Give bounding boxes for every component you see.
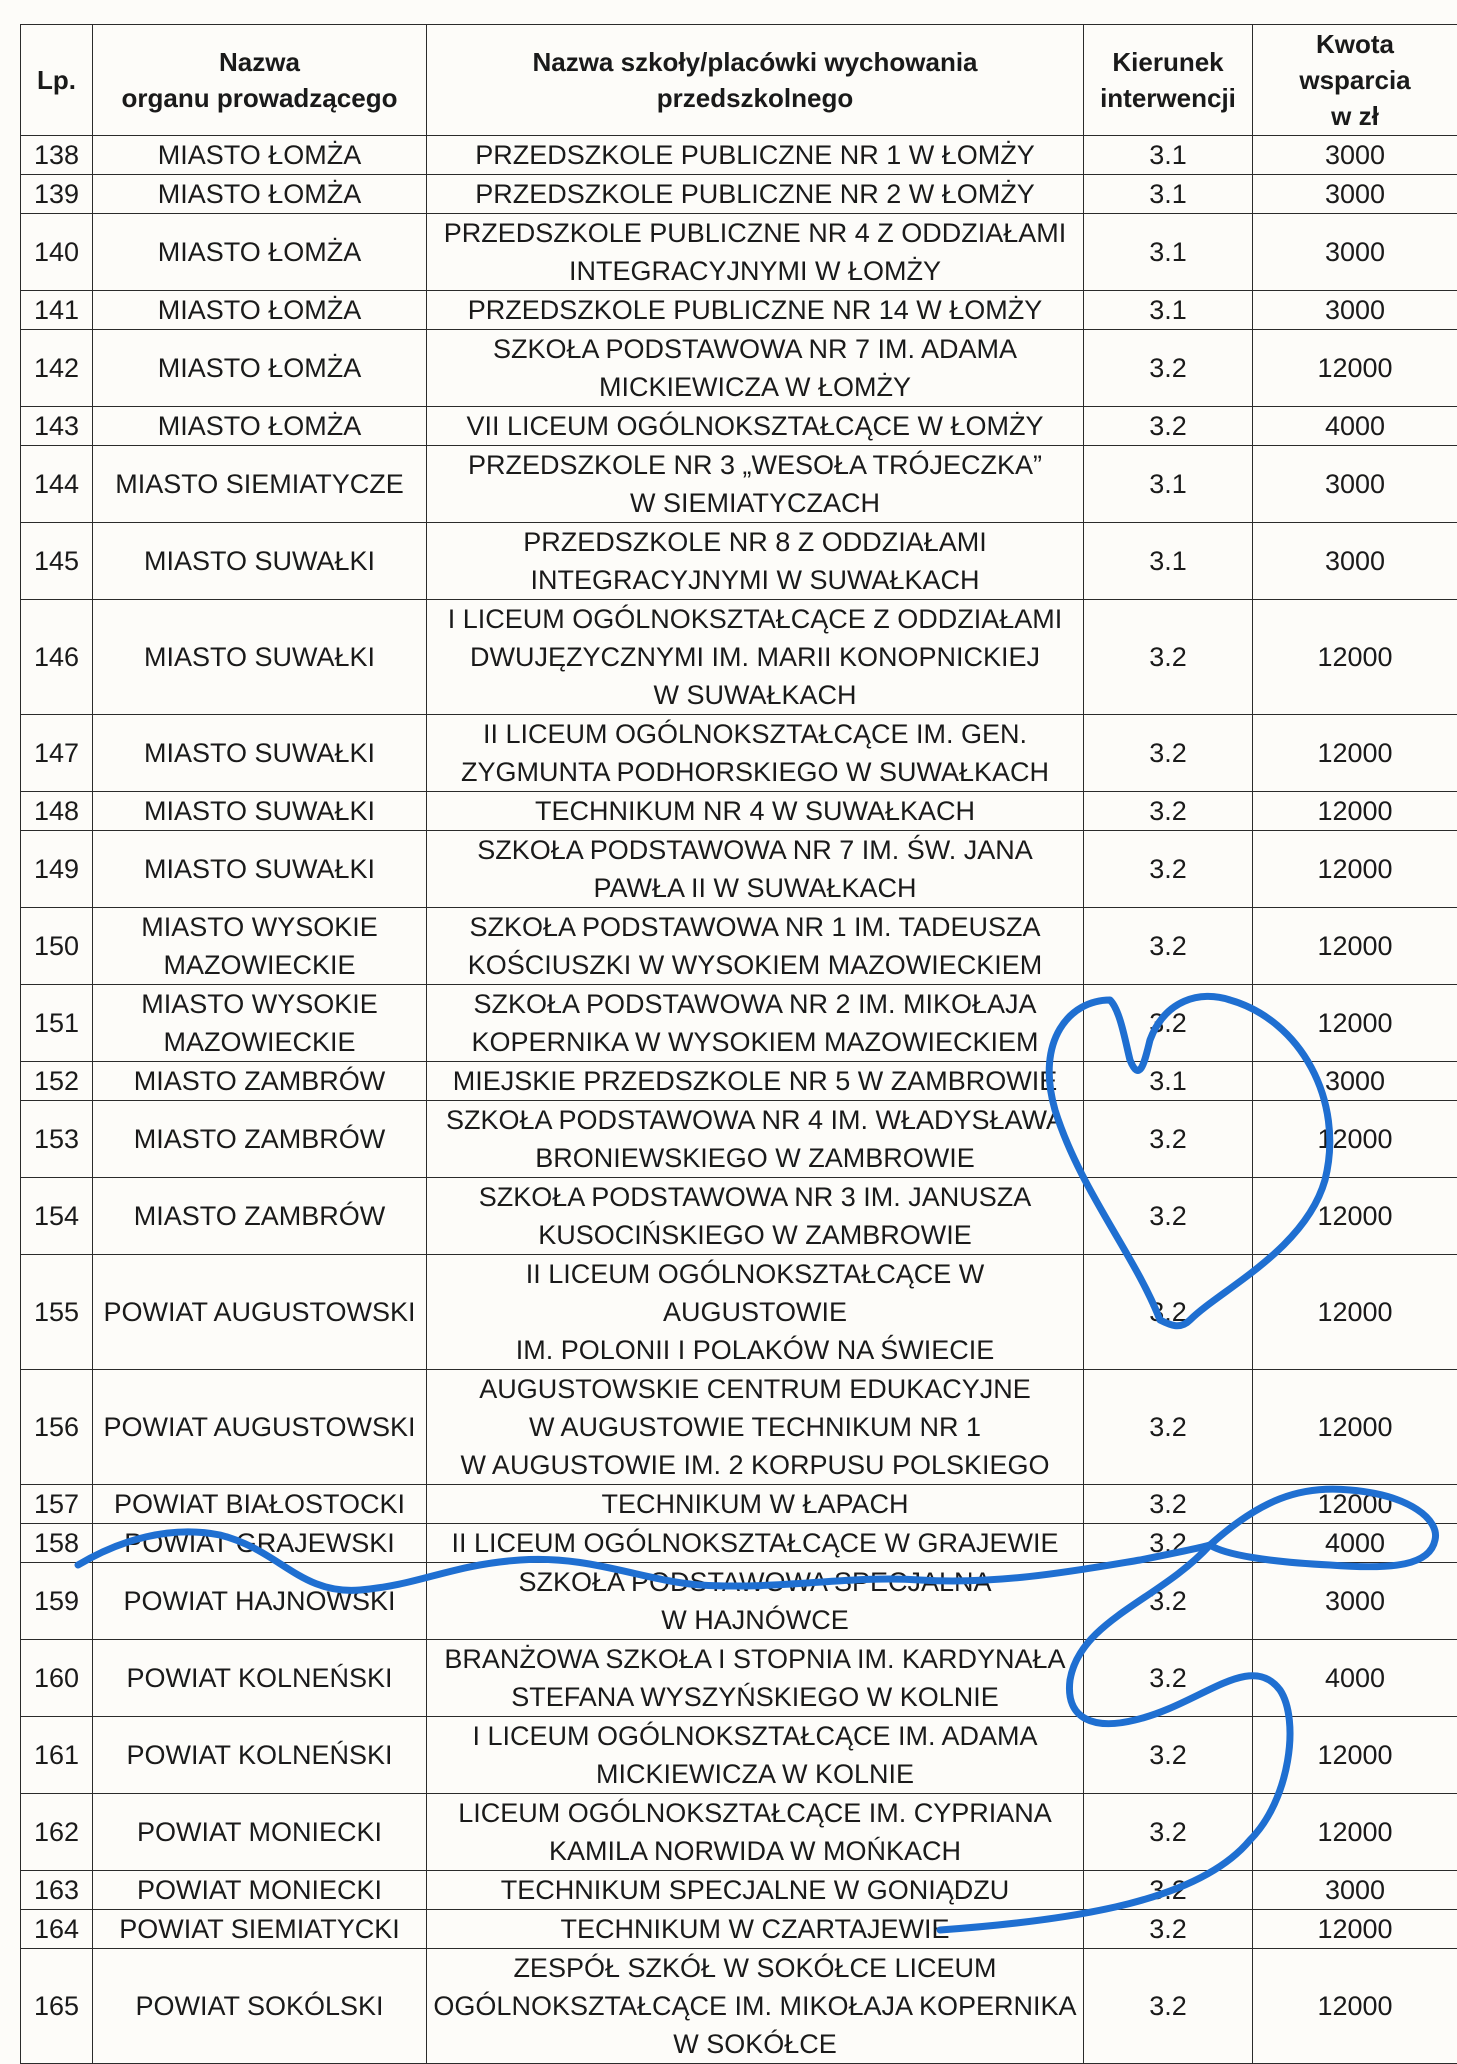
cell-organ: MIASTO SUWAŁKI [93, 715, 427, 792]
cell-school: II LICEUM OGÓLNOKSZTAŁCĄCE W AUGUSTOWIE IM. POLONII I POLAKÓW NA ŚWIECIE [427, 1255, 1084, 1370]
cell-lp: 150 [21, 908, 93, 985]
cell-school: SZKOŁA PODSTAWOWA NR 4 IM. WŁADYSŁAWA BRONIEWSKIEGO W ZAMBROWIE [427, 1101, 1084, 1178]
cell-amount: 12000 [1253, 600, 1457, 715]
cell-school: PRZEDSZKOLE PUBLICZNE NR 2 W ŁOMŻY [427, 175, 1084, 214]
table-row [21, 291, 1457, 330]
cell-school: TECHNIKUM NR 4 W SUWAŁKACH [427, 792, 1084, 831]
table-row [21, 1949, 1457, 2064]
cell-direction: 3.1 [1084, 214, 1253, 291]
cell-lp: 145 [21, 523, 93, 600]
table-row [21, 1485, 1457, 1524]
cell-school: MIEJSKIE PRZEDSZKOLE NR 5 W ZAMBROWIE [427, 1062, 1084, 1101]
cell-school: VII LICEUM OGÓLNOKSZTAŁCĄCE W ŁOMŻY [427, 407, 1084, 446]
cell-amount: 3000 [1253, 446, 1457, 523]
cell-organ: POWIAT BIAŁOSTOCKI [93, 1485, 427, 1524]
cell-amount: 12000 [1253, 1101, 1457, 1178]
cell-lp: 165 [21, 1949, 93, 2064]
table-row [21, 792, 1457, 831]
table-row [21, 985, 1457, 1062]
cell-lp: 157 [21, 1485, 93, 1524]
cell-organ: MIASTO SIEMIATYCZE [93, 446, 427, 523]
cell-school: SZKOŁA PODSTAWOWA NR 2 IM. MIKOŁAJA KOPERNIKA W WYSOKIEM MAZOWIECKIEM [427, 985, 1084, 1062]
cell-amount: 12000 [1253, 1370, 1457, 1485]
cell-school: PRZEDSZKOLE PUBLICZNE NR 4 Z ODDZIAŁAMI INTEGRACYJNYMI W ŁOMŻY [427, 214, 1084, 291]
cell-organ: POWIAT GRAJEWSKI [93, 1524, 427, 1563]
cell-organ: MIASTO ŁOMŻA [93, 214, 427, 291]
table-row [21, 908, 1457, 985]
cell-direction: 3.2 [1084, 1485, 1253, 1524]
table-row [21, 523, 1457, 600]
table-row [21, 1255, 1457, 1370]
cell-school: II LICEUM OGÓLNOKSZTAŁCĄCE IM. GEN. ZYGMUNTA PODHORSKIEGO W SUWAŁKACH [427, 715, 1084, 792]
header-direction: Kierunek interwencji [1084, 25, 1253, 136]
cell-amount: 3000 [1253, 175, 1457, 214]
funding-table-page [20, 24, 1457, 2064]
table-header-row [21, 25, 1457, 136]
cell-lp: 156 [21, 1370, 93, 1485]
cell-lp: 143 [21, 407, 93, 446]
cell-school: TECHNIKUM W ŁAPACH [427, 1485, 1084, 1524]
cell-direction: 3.2 [1084, 407, 1253, 446]
cell-amount: 4000 [1253, 407, 1457, 446]
cell-direction: 3.2 [1084, 1524, 1253, 1563]
cell-direction: 3.1 [1084, 291, 1253, 330]
cell-direction: 3.2 [1084, 1178, 1253, 1255]
cell-direction: 3.2 [1084, 600, 1253, 715]
cell-amount: 3000 [1253, 136, 1457, 175]
cell-amount: 12000 [1253, 908, 1457, 985]
cell-organ: MIASTO SUWAŁKI [93, 831, 427, 908]
cell-school: SZKOŁA PODSTAWOWA NR 1 IM. TADEUSZA KOŚCIUSZKI W WYSOKIEM MAZOWIECKIEM [427, 908, 1084, 985]
cell-organ: POWIAT HAJNOWSKI [93, 1563, 427, 1640]
cell-school: SZKOŁA PODSTAWOWA NR 7 IM. ADAMA MICKIEWICZA W ŁOMŻY [427, 330, 1084, 407]
cell-organ: MIASTO SUWAŁKI [93, 792, 427, 831]
cell-lp: 140 [21, 214, 93, 291]
cell-school: SZKOŁA PODSTAWOWA SPECJALNA W HAJNÓWCE [427, 1563, 1084, 1640]
cell-organ: MIASTO ŁOMŻA [93, 330, 427, 407]
cell-organ: MIASTO ŁOMŻA [93, 407, 427, 446]
cell-lp: 155 [21, 1255, 93, 1370]
cell-lp: 138 [21, 136, 93, 175]
cell-amount: 3000 [1253, 291, 1457, 330]
cell-direction: 3.1 [1084, 175, 1253, 214]
table-row [21, 1910, 1457, 1949]
table-row [21, 330, 1457, 407]
cell-amount: 3000 [1253, 523, 1457, 600]
cell-lp: 141 [21, 291, 93, 330]
table-row [21, 1717, 1457, 1794]
table-row [21, 407, 1457, 446]
cell-school: TECHNIKUM W CZARTAJEWIE [427, 1910, 1084, 1949]
cell-direction: 3.1 [1084, 523, 1253, 600]
funding-table [20, 24, 1457, 2064]
table-row [21, 1871, 1457, 1910]
cell-school: BRANŻOWA SZKOŁA I STOPNIA IM. KARDYNAŁA STEFANA WYSZYŃSKIEGO W KOLNIE [427, 1640, 1084, 1717]
cell-amount: 12000 [1253, 1794, 1457, 1871]
cell-direction: 3.1 [1084, 446, 1253, 523]
cell-organ: POWIAT AUGUSTOWSKI [93, 1255, 427, 1370]
cell-lp: 147 [21, 715, 93, 792]
cell-amount: 12000 [1253, 1910, 1457, 1949]
cell-amount: 3000 [1253, 1062, 1457, 1101]
table-row [21, 1062, 1457, 1101]
cell-organ: MIASTO WYSOKIE MAZOWIECKIE [93, 985, 427, 1062]
table-row [21, 1178, 1457, 1255]
cell-school: II LICEUM OGÓLNOKSZTAŁCĄCE W GRAJEWIE [427, 1524, 1084, 1563]
cell-organ: POWIAT AUGUSTOWSKI [93, 1370, 427, 1485]
cell-direction: 3.2 [1084, 1717, 1253, 1794]
cell-amount: 12000 [1253, 1485, 1457, 1524]
table-row [21, 1563, 1457, 1640]
cell-direction: 3.2 [1084, 1101, 1253, 1178]
cell-organ: POWIAT KOLNEŃSKI [93, 1717, 427, 1794]
cell-direction: 3.2 [1084, 1563, 1253, 1640]
cell-organ: MIASTO ŁOMŻA [93, 175, 427, 214]
cell-amount: 12000 [1253, 985, 1457, 1062]
table-row [21, 600, 1457, 715]
cell-direction: 3.1 [1084, 1062, 1253, 1101]
cell-direction: 3.2 [1084, 1640, 1253, 1717]
cell-organ: MIASTO ZAMBRÓW [93, 1178, 427, 1255]
cell-school: I LICEUM OGÓLNOKSZTAŁCĄCE Z ODDZIAŁAMI DWUJĘZYCZNYMI IM. MARII KONOPNICKIEJ W SUWAŁKACH [427, 600, 1084, 715]
cell-lp: 158 [21, 1524, 93, 1563]
cell-school: LICEUM OGÓLNOKSZTAŁCĄCE IM. CYPRIANA KAMILA NORWIDA W MOŃKACH [427, 1794, 1084, 1871]
cell-direction: 3.2 [1084, 1794, 1253, 1871]
cell-school: PRZEDSZKOLE NR 8 Z ODDZIAŁAMI INTEGRACYJNYMI W SUWAŁKACH [427, 523, 1084, 600]
table-row [21, 1524, 1457, 1563]
cell-direction: 3.2 [1084, 1949, 1253, 2064]
cell-school: ZESPÓŁ SZKÓŁ W SOKÓŁCE LICEUM OGÓLNOKSZTAŁCĄCE IM. MIKOŁAJA KOPERNIKA W SOKÓŁCE [427, 1949, 1084, 2064]
header-amount: Kwota wsparcia w zł [1253, 25, 1457, 136]
cell-organ: POWIAT MONIECKI [93, 1794, 427, 1871]
cell-amount: 12000 [1253, 330, 1457, 407]
cell-organ: MIASTO ZAMBRÓW [93, 1062, 427, 1101]
cell-lp: 151 [21, 985, 93, 1062]
cell-direction: 3.2 [1084, 831, 1253, 908]
table-row [21, 446, 1457, 523]
header-lp: Lp. [21, 25, 93, 136]
table-row [21, 715, 1457, 792]
cell-amount: 4000 [1253, 1640, 1457, 1717]
cell-direction: 3.2 [1084, 792, 1253, 831]
cell-direction: 3.2 [1084, 1255, 1253, 1370]
cell-lp: 139 [21, 175, 93, 214]
cell-organ: MIASTO ŁOMŻA [93, 291, 427, 330]
cell-lp: 159 [21, 1563, 93, 1640]
cell-organ: POWIAT KOLNEŃSKI [93, 1640, 427, 1717]
cell-amount: 3000 [1253, 214, 1457, 291]
table-row [21, 175, 1457, 214]
cell-lp: 148 [21, 792, 93, 831]
cell-direction: 3.2 [1084, 1910, 1253, 1949]
cell-lp: 164 [21, 1910, 93, 1949]
cell-school: PRZEDSZKOLE PUBLICZNE NR 14 W ŁOMŻY [427, 291, 1084, 330]
cell-direction: 3.2 [1084, 715, 1253, 792]
table-row [21, 1101, 1457, 1178]
table-row [21, 1640, 1457, 1717]
cell-organ: MIASTO ZAMBRÓW [93, 1101, 427, 1178]
cell-direction: 3.1 [1084, 136, 1253, 175]
cell-organ: POWIAT SOKÓLSKI [93, 1949, 427, 2064]
cell-lp: 161 [21, 1717, 93, 1794]
cell-amount: 3000 [1253, 1871, 1457, 1910]
cell-school: AUGUSTOWSKIE CENTRUM EDUKACYJNE W AUGUSTOWIE TECHNIKUM NR 1 W AUGUSTOWIE IM. 2 KORPUSU POLSKIEGO [427, 1370, 1084, 1485]
cell-lp: 142 [21, 330, 93, 407]
table-row [21, 1370, 1457, 1485]
cell-organ: MIASTO SUWAŁKI [93, 523, 427, 600]
cell-amount: 12000 [1253, 831, 1457, 908]
cell-lp: 163 [21, 1871, 93, 1910]
cell-amount: 12000 [1253, 1949, 1457, 2064]
cell-school: I LICEUM OGÓLNOKSZTAŁCĄCE IM. ADAMA MICKIEWICZA W KOLNIE [427, 1717, 1084, 1794]
cell-amount: 12000 [1253, 1178, 1457, 1255]
table-row [21, 1794, 1457, 1871]
cell-amount: 12000 [1253, 792, 1457, 831]
cell-lp: 162 [21, 1794, 93, 1871]
cell-lp: 152 [21, 1062, 93, 1101]
cell-direction: 3.2 [1084, 1370, 1253, 1485]
cell-amount: 4000 [1253, 1524, 1457, 1563]
cell-lp: 154 [21, 1178, 93, 1255]
cell-direction: 3.2 [1084, 908, 1253, 985]
header-school: Nazwa szkoły/placówki wychowania przedszkolnego [427, 25, 1084, 136]
cell-organ: MIASTO ŁOMŻA [93, 136, 427, 175]
cell-amount: 3000 [1253, 1563, 1457, 1640]
table-row [21, 831, 1457, 908]
table-body [21, 136, 1457, 2064]
cell-amount: 12000 [1253, 1717, 1457, 1794]
cell-direction: 3.2 [1084, 1871, 1253, 1910]
cell-organ: POWIAT MONIECKI [93, 1871, 427, 1910]
cell-school: SZKOŁA PODSTAWOWA NR 3 IM. JANUSZA KUSOCIŃSKIEGO W ZAMBROWIE [427, 1178, 1084, 1255]
cell-lp: 144 [21, 446, 93, 523]
cell-lp: 149 [21, 831, 93, 908]
cell-organ: MIASTO SUWAŁKI [93, 600, 427, 715]
table-row [21, 136, 1457, 175]
cell-amount: 12000 [1253, 715, 1457, 792]
cell-school: TECHNIKUM SPECJALNE W GONIĄDZU [427, 1871, 1084, 1910]
cell-school: PRZEDSZKOLE NR 3 „WESOŁA TRÓJECZKA” W SIEMIATYCZACH [427, 446, 1084, 523]
header-organ: Nazwa organu prowadzącego [93, 25, 427, 136]
cell-organ: MIASTO WYSOKIE MAZOWIECKIE [93, 908, 427, 985]
table-row [21, 214, 1457, 291]
cell-lp: 160 [21, 1640, 93, 1717]
cell-organ: POWIAT SIEMIATYCKI [93, 1910, 427, 1949]
cell-school: SZKOŁA PODSTAWOWA NR 7 IM. ŚW. JANA PAWŁA II W SUWAŁKACH [427, 831, 1084, 908]
cell-direction: 3.2 [1084, 330, 1253, 407]
cell-lp: 153 [21, 1101, 93, 1178]
cell-school: PRZEDSZKOLE PUBLICZNE NR 1 W ŁOMŻY [427, 136, 1084, 175]
cell-amount: 12000 [1253, 1255, 1457, 1370]
cell-direction: 3.2 [1084, 985, 1253, 1062]
cell-lp: 146 [21, 600, 93, 715]
